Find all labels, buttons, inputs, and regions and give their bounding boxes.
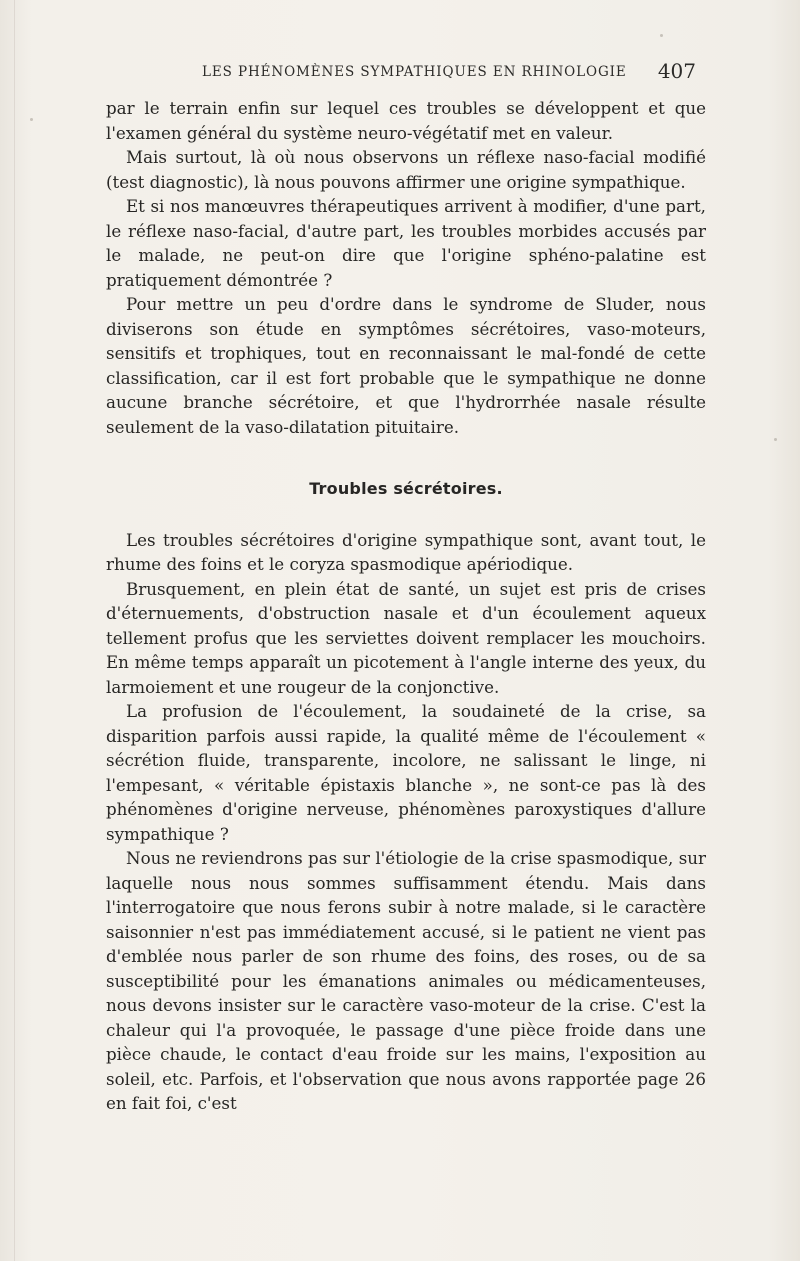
- page-edge-shadow: [14, 0, 15, 1261]
- running-title: LES PHÉNOMÈNES SYMPATHIQUES EN RHINOLOGIE: [202, 64, 627, 80]
- paragraph-sluder-syndrome: Pour mettre un peu d'ordre dans le syndrome de Sluder, nous diviserons son étude en symptômes sécrétoires, vaso-moteurs, sensitifs et trophiques, tout en reconnaissant le mal-fondé de cette classification, car il est fort probable que le sympathique ne donne aucune branche sécrétoire, et que l'hydrorrhée nasale résulte seulement de la vaso-dilatation pituitaire.: [106, 294, 706, 437]
- paper-speck: [660, 34, 663, 37]
- paper-speck: [774, 438, 777, 441]
- paragraph-diagnostic-test: Mais surtout, là où nous observons un réflexe naso-facial modifié (test diagnostic), là nous pouvons affirmer une origine sympathique.: [106, 147, 706, 192]
- page-header: [106, 61, 710, 83]
- paragraph-secretory-troubles: Les troubles sécrétoires d'origine sympathique sont, avant tout, le rhume des foins et le coryza spasmodique apériodique.: [106, 529, 706, 574]
- paper-speck: [30, 118, 33, 121]
- paragraph-discharge-profusion: La profusion de l'écoulement, la soudaineté de la crise, sa disparition parfois aussi rapide, la qualité même de l'écoulement « sécrétion fluide, transparente, incolore, ne salissant le linge, ni l'empesant, « véritable épistaxis blanche », ne sont-ce pas là des phénomènes d'origine nerveuse, phénomènes paroxystiques d'allure sympathique ?: [106, 701, 706, 844]
- page-body: [106, 96, 706, 1116]
- paragraph-continuation: par le terrain enfin sur lequel ces troubles se développent et que l'examen général du système neuro-végétatif met en valeur.: [106, 98, 706, 143]
- section-title: Troubles sécrétoires.: [309, 479, 503, 498]
- paragraph-therapeutic-maneuvers: Et si nos manœuvres thérapeutiques arrivent à modifier, d'une part, le réflexe naso-facial, d'autre part, les troubles morbides accusés par le malade, ne peut-on dire que l'origine sphéno-palatine est pratiquement démontrée ?: [106, 196, 706, 290]
- paragraph-sneezing-crises: Brusquement, en plein état de santé, un sujet est pris de crises d'éternuements, d'obstruction nasale et d'un écoulement aqueux tellement profus que les serviettes doivent remplacer les mouchoirs. En même temps apparaît un picotement à l'angle interne des yeux, du larmoiement et une rougeur de la conjonctive.: [106, 578, 706, 697]
- page-number: 407: [657, 59, 696, 83]
- paragraph-etiology: Nous ne reviendrons pas sur l'étiologie de la crise spasmodique, sur laquelle nous nous sommes suffisamment étendu. Mais dans l'interrogatoire que nous ferons subir à notre malade, si le caractère saisonnier n'est pas immédiatement accusé, si le patient ne vient pas d'emblée nous parler de son rhume des foins, des roses, ou de sa susceptibilité pour les émanations animales ou médicamenteuses, nous devons insister sur le caractère vaso-moteur de la crise. C'est la chaleur qui l'a provoquée, le passage d'une pièce froide dans une pièce chaude, le contact d'eau froide sur les mains, l'exposition au soleil, etc. Parfois, et l'observation que nous avons rapportée page 26 en fait foi, c'est: [106, 848, 706, 1113]
